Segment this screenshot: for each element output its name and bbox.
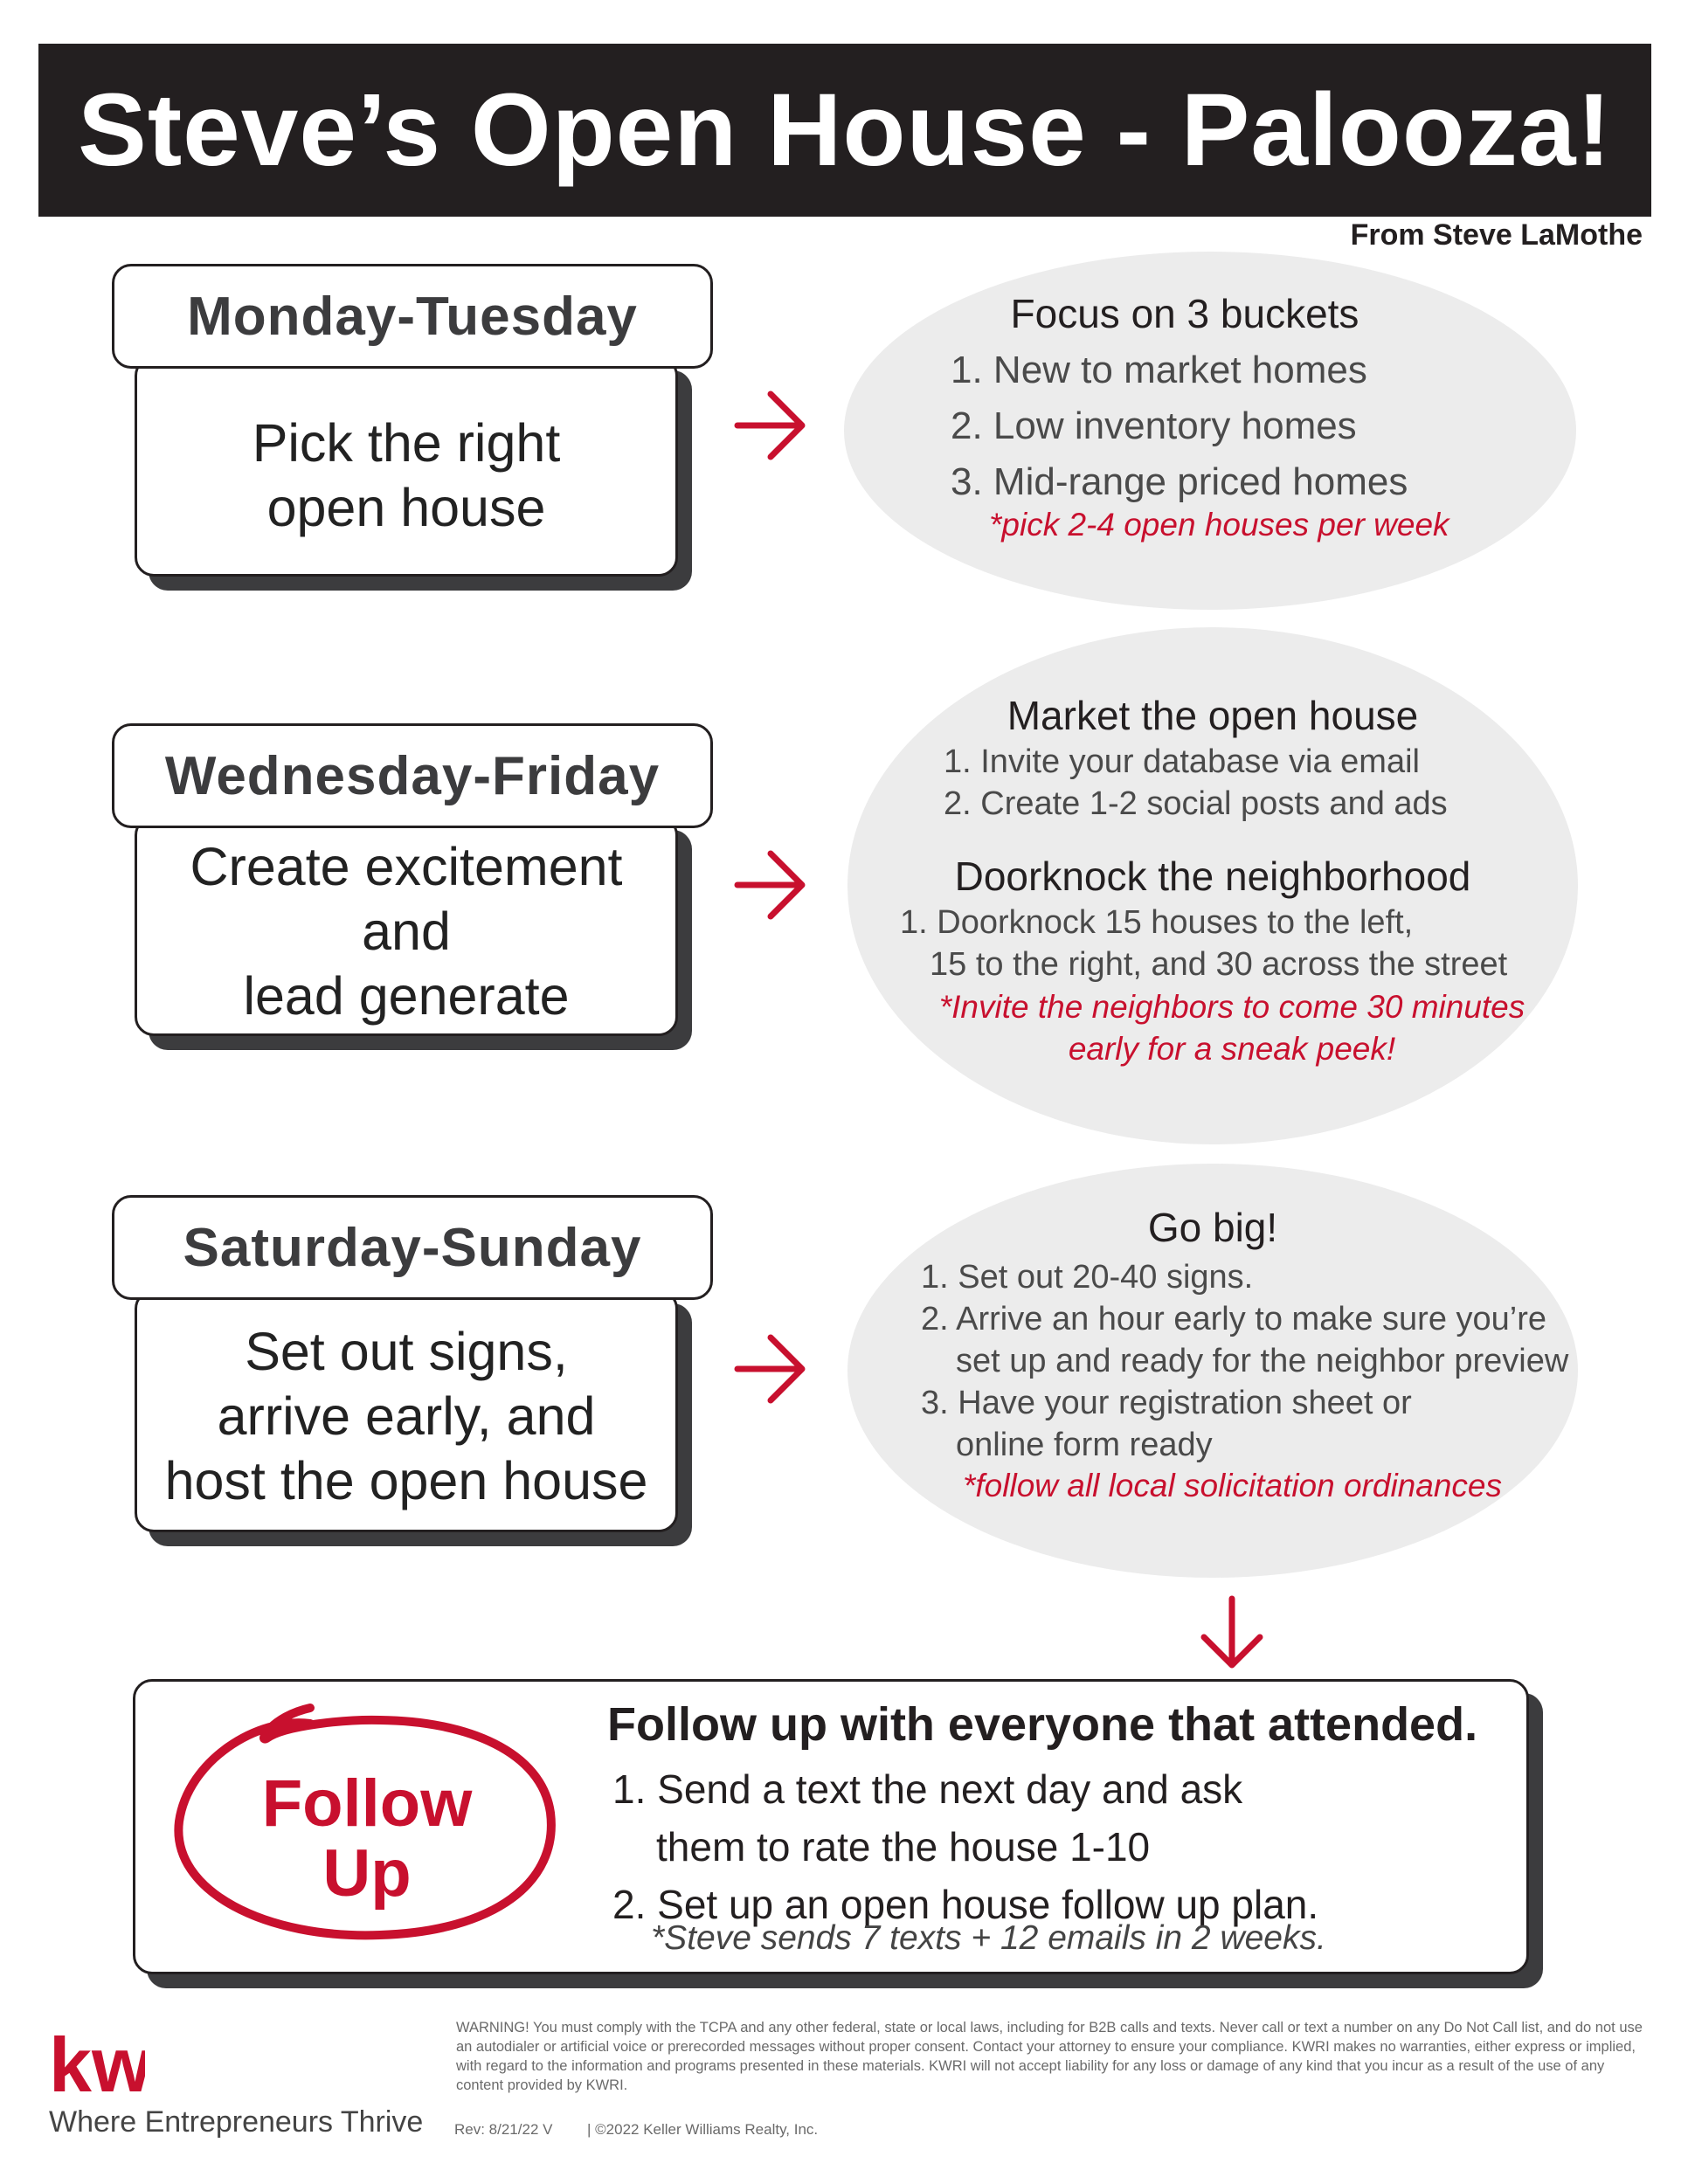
badge-line: Follow (261, 1766, 473, 1841)
task-card-monday-tuesday (135, 356, 678, 577)
task-card-wednesday-friday (135, 816, 678, 1036)
list-item: 3. Have your registration sheet or (921, 1385, 1412, 1421)
day-tab-saturday-sunday (112, 1195, 713, 1300)
day-tab-wednesday-friday (112, 723, 713, 828)
list-item: 1. Send a text the next day and ask (612, 1766, 1243, 1812)
note: *follow all local solicitation ordinances (963, 1468, 1502, 1503)
day-tab-monday-tuesday (112, 264, 713, 369)
list-item: 2. Set up an open house follow up plan. (612, 1882, 1319, 1927)
note: *pick 2-4 open houses per week (989, 507, 1449, 543)
list-item: 3. Mid-range priced homes (951, 460, 1408, 503)
arrow-right-icon (732, 846, 811, 924)
header-bar (38, 44, 1651, 217)
follow-up-box (133, 1679, 1529, 1974)
list-item: online form ready (956, 1427, 1213, 1463)
badge-line: Up (322, 1836, 412, 1911)
arrow-right-icon (732, 386, 811, 465)
kw-logo (49, 2032, 145, 2102)
copyright: | ©2022 Keller Williams Realty, Inc. (587, 2121, 819, 2138)
page-title: Steve’s Open House - Palooza! (78, 73, 1612, 188)
ellipse-heading: Focus on 3 buckets (1010, 291, 1359, 336)
list-item: 15 to the right, and 30 across the street (930, 946, 1508, 983)
list-item: 2. Arrive an hour early to make sure you’re (921, 1301, 1547, 1337)
list-item: 2. Create 1-2 social posts and ads (944, 785, 1448, 822)
revision: Rev: 8/21/22 V (454, 2121, 553, 2138)
kw-logo-text: kw (49, 2032, 145, 2102)
note: *Invite the neighbors to come 30 minutes (938, 989, 1525, 1025)
note: early for a sneak peek! (1068, 1031, 1396, 1067)
tagline: Where Entrepreneurs Thrive (49, 2105, 424, 2139)
arrow-right-icon (732, 1330, 811, 1408)
task-text: Set out signs, arrive early, and host the open house (164, 1322, 648, 1510)
task-card-saturday-sunday (135, 1289, 678, 1532)
arrow-down-icon (1197, 1593, 1267, 1672)
follow-up-heading: Follow up with everyone that attended. (607, 1698, 1478, 1751)
legal-warning: WARNING! You must comply with the TCPA and any other federal, state or local laws, including for B2B calls and texts. Never call or text a number on any Do Not Call list, and do not use an autodialer or artificial voice or prerecorded messages without proper consent. Contact your attorney to ensure your compliance. KWRI makes no warranties, either express or implied, with regard to the information and programs presented in these materials. KWRI will not accept liability for any loss or damage of any kind that you incur as a result of the use of any content provided by KWRI. (456, 2020, 1643, 2093)
ellipse-heading: Doorknock the neighborhood (954, 854, 1471, 899)
list-item: 1. New to market homes (951, 349, 1367, 391)
follow-up-note: *Steve sends 7 texts + 12 emails in 2 weeks. (651, 1919, 1326, 1957)
task-text: Pick the right open house (252, 413, 561, 537)
list-item: them to rate the house 1-10 (656, 1824, 1151, 1870)
day-label: Monday-Tuesday (187, 286, 638, 347)
ellipse-heading: Go big! (1147, 1205, 1278, 1250)
list-item: 1. Invite your database via email (944, 743, 1420, 780)
list-item: set up and ready for the neighbor preview (956, 1343, 1569, 1379)
follow-up-badge-text (162, 1766, 572, 1911)
list-item: 1. Set out 20-40 signs. (921, 1259, 1254, 1296)
day-label: Saturday-Sunday (183, 1217, 642, 1278)
ellipse-heading: Market the open house (1007, 693, 1419, 738)
byline: From Steve LaMothe (1350, 218, 1643, 252)
list-item: 2. Low inventory homes (951, 404, 1357, 447)
task-text: Create excitement and lead generate (190, 837, 623, 1026)
list-item: 1. Doorknock 15 houses to the left, (900, 904, 1414, 941)
day-label: Wednesday-Friday (164, 745, 661, 806)
